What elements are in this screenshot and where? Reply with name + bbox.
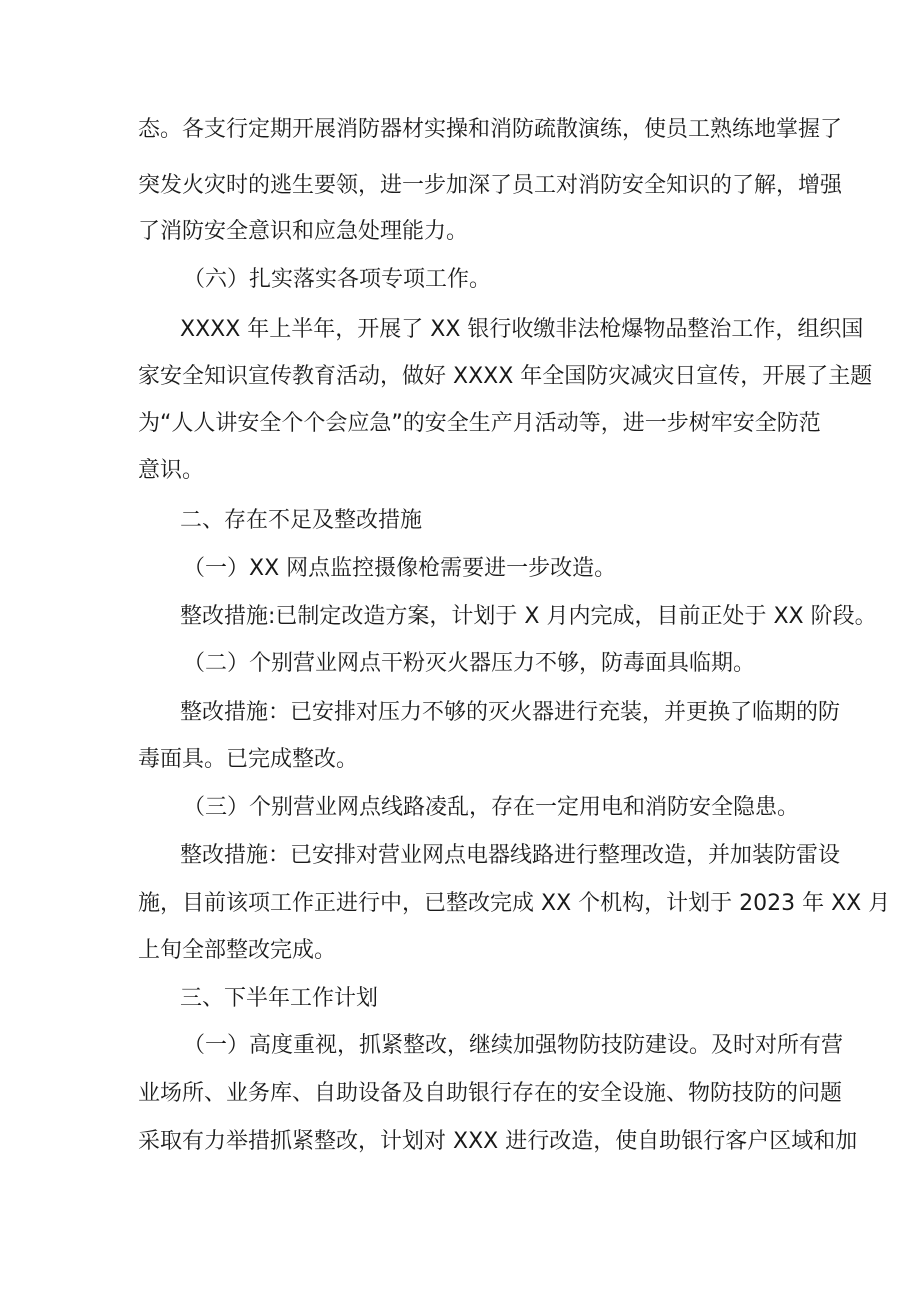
text-line: XXXX 年上半年，开展了 XX 银行收缴非法枪爆物品整治工作，组织国 — [180, 317, 864, 342]
text-line: 为“人人讲安全个个会应急”的安全生产月活动等，进一步树牢安全防范 — [138, 411, 821, 436]
section-heading: （一）高度重视，抓紧整改，继续加强物防技防建设。及时对所有营 — [183, 1033, 844, 1058]
text-line: 整改措施:已制定改造方案，计划于 X 月内完成，目前正处于 XX 阶段。 — [180, 604, 877, 629]
text-line: 整改措施：已安排对营业网点电器线路进行整理改造，并加装防雷设 — [180, 843, 841, 868]
section-heading: （一）XX 网点监控摄像枪需要进一步改造。 — [183, 556, 617, 581]
text-line: 整改措施：已安排对压力不够的灭火器进行充装，并更换了临期的防 — [180, 700, 841, 725]
section-heading: （三）个别营业网点线路凌乱，存在一定用电和消防安全隐患。 — [183, 795, 800, 820]
text-line: 了消防安全意识和应急处理能力。 — [138, 219, 469, 244]
text-line: 业场所、业务库、自助设备及自助银行存在的安全设施、物防技防的问题 — [138, 1081, 843, 1106]
section-heading: （二）个别营业网点干粉灭火器压力不够，防毒面具临期。 — [183, 651, 756, 676]
text-line: 突发火灾时的逃生要领，进一步加深了员工对消防安全知识的了解，增强 — [138, 173, 843, 198]
text-line: 上旬全部整改完成。 — [138, 938, 337, 963]
section-heading: 二、存在不足及整改措施 — [180, 508, 423, 533]
section-heading: 三、下半年工作计划 — [180, 986, 379, 1011]
text-line: 态。各支行定期开展消防器材实操和消防疏散演练，使员工熟练地掌握了 — [138, 117, 843, 142]
text-line: 家安全知识宣传教育活动，做好 XXXX 年全国防灾减灾日宣传，开展了主题 — [138, 364, 873, 389]
section-heading: （六）扎实落实各项专项工作。 — [183, 267, 492, 292]
text-line: 意识。 — [138, 458, 205, 483]
text-line: 毒面具。已完成整改。 — [138, 747, 359, 772]
text-line: 施，目前该项工作正进行中，已整改完成 XX 个机构，计划于 2023 年 XX 月 — [138, 891, 891, 916]
text-line: 采取有力举措抓紧整改，计划对 XXX 进行改造，使自助银行客户区域和加 — [138, 1129, 858, 1154]
